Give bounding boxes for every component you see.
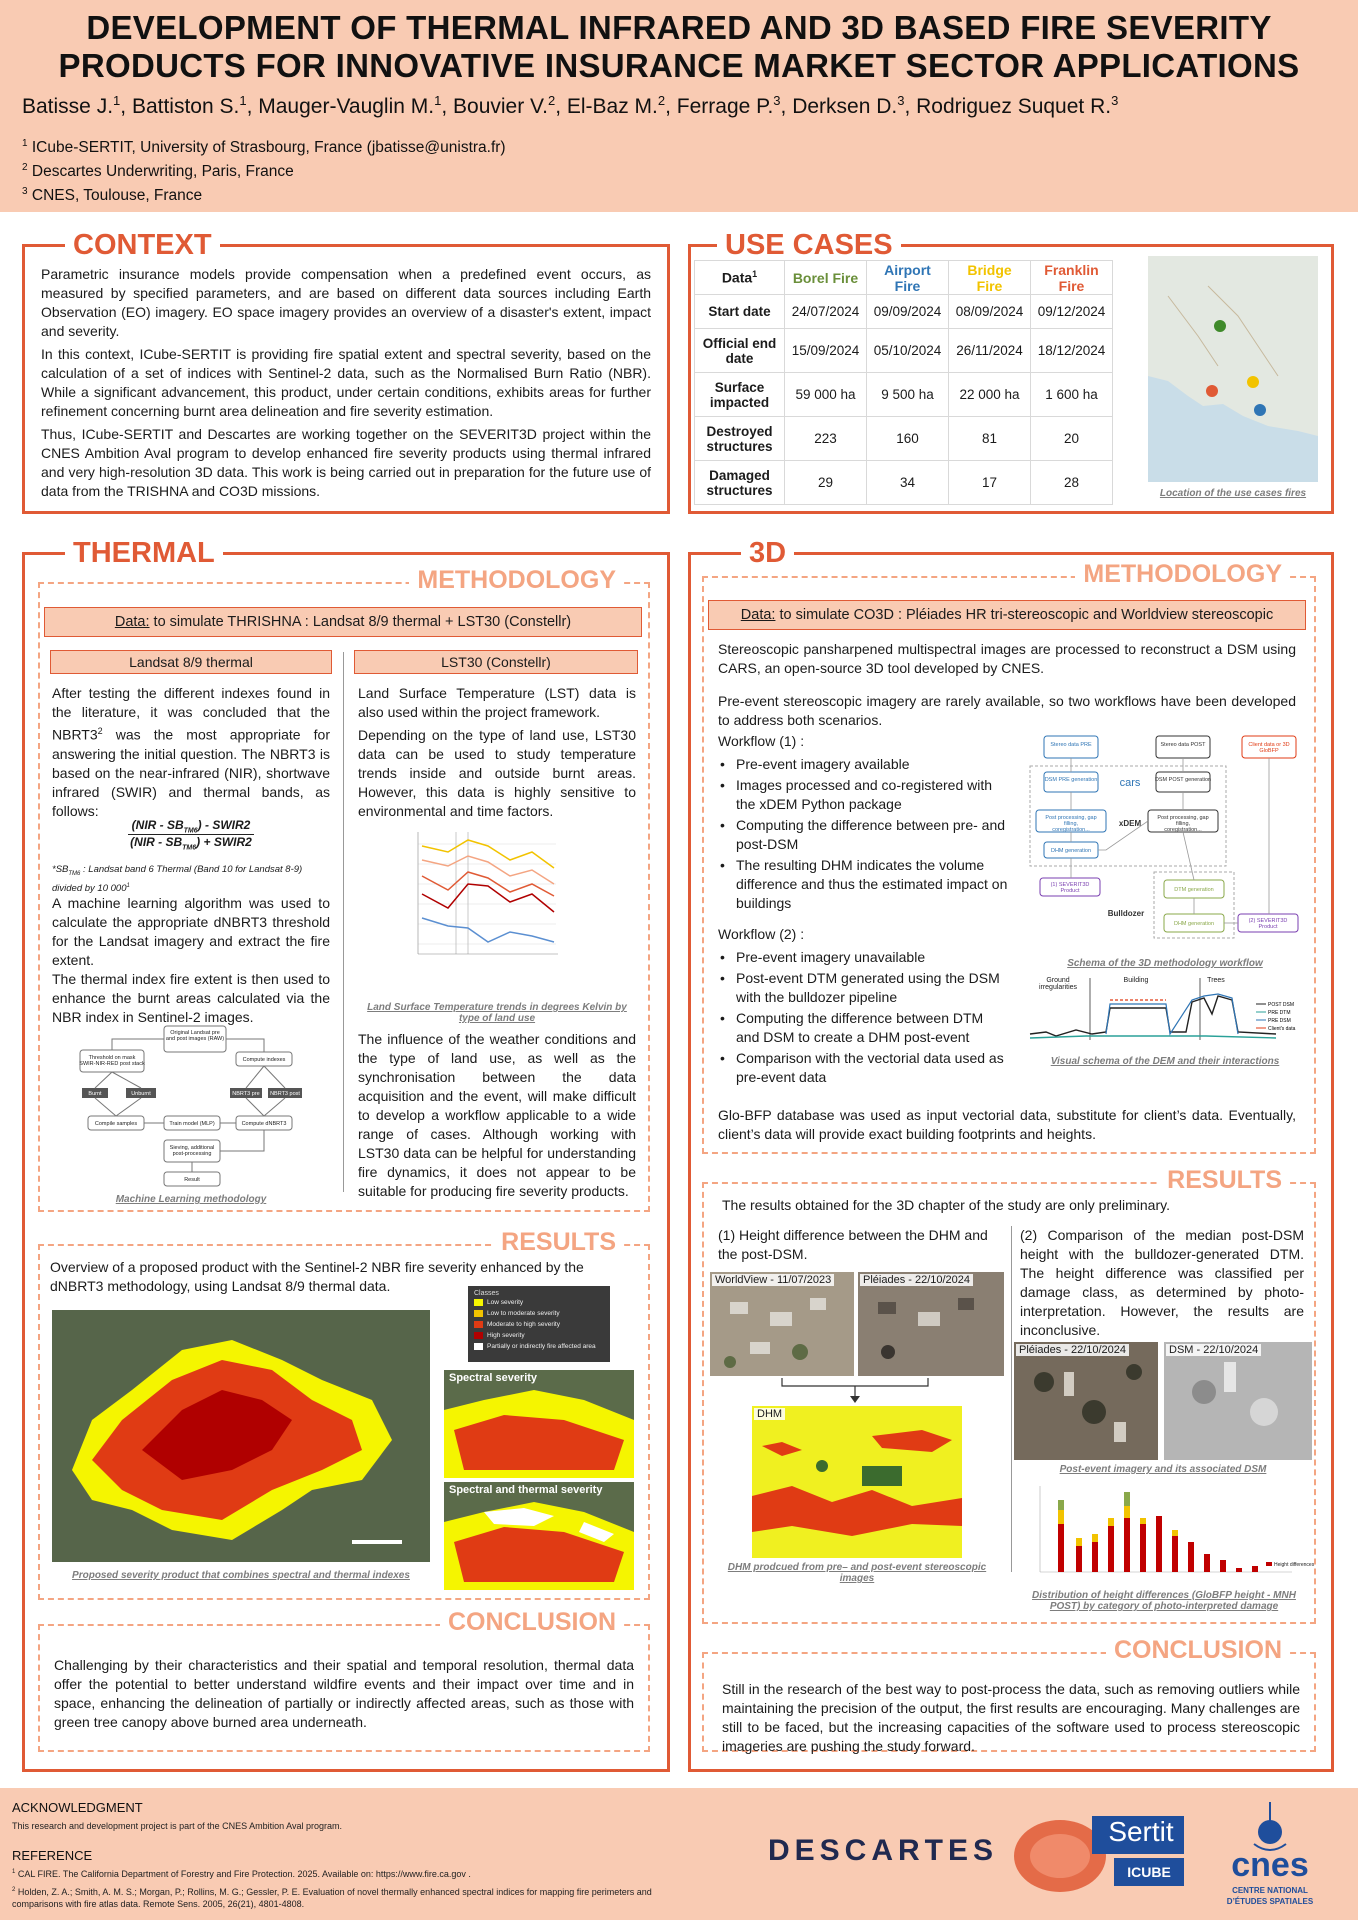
three-d-conclusion-text: Still in the research of the best way to post-process the data, such as removing outliers while maintaining the precision of the output, the first results are encouraging. Many challenges are still to be faced, but the increasing capacities of the software used to process stereoscopic imageries are pushing the study forward. xyxy=(722,1681,1300,1754)
airport-fire-marker xyxy=(1254,404,1266,416)
workflow-step: • Images processed and co-registered with the xDEM Python package xyxy=(718,776,1008,814)
legend-swatch xyxy=(474,1332,483,1339)
table-row xyxy=(695,373,1113,417)
dem-legend-item: POST DSM xyxy=(1268,1002,1295,1008)
workflow-2-list xyxy=(718,948,1008,1087)
workflow-step: • Comparison with the vectorial data used as pre-event data xyxy=(718,1049,1008,1087)
legend-swatch xyxy=(474,1299,483,1306)
table-row xyxy=(695,417,1113,461)
schema-bulldozer-logo: Bulldozer xyxy=(1107,909,1145,918)
schema-product-2: (2) SEVERIT3D Product xyxy=(1248,918,1288,930)
ml-node-burnt: Burnt xyxy=(88,1091,102,1097)
context-paragraph-3: Thus, ICube-SERTIT and Descartes are working together on the SEVERIT3D project within the CNES Ambition Aval program to develop enhanced fire severity products using thermal infrared and very high-resolution 3D data. This work is being carried out in preparation for the future use of data from the TRISHNA and CO3D missions. xyxy=(41,426,651,499)
severity-legend xyxy=(468,1286,610,1362)
thermal-conclusion-title: CONCLUSION xyxy=(440,1604,624,1640)
table-cell: 26/11/2024 xyxy=(949,329,1031,373)
distribution-bars xyxy=(1058,1492,1258,1572)
reference-1: $^1$ CAL FIRE. The California Department of Forestry and Fire Protection. 2025. Available on: https://www.fire.ca.gov . xyxy=(12,1869,471,1879)
affiliation-3: $^3$ CNES, Toulouse, France xyxy=(22,186,203,205)
workflows xyxy=(718,732,1008,1089)
schema-dhm-generation-2: DHM generation xyxy=(1173,921,1215,927)
table-header-fire: Airport Fire xyxy=(867,261,949,295)
schema-stereo-pre: Stereo data PRE xyxy=(1050,742,1092,748)
lst-column-title: LST30 (Constellr) xyxy=(354,650,638,674)
context-title: CONTEXT xyxy=(65,225,220,265)
table-row-label: Damaged structures xyxy=(695,461,785,505)
table-cell: 24/07/2024 xyxy=(785,295,867,329)
schema-stereo-post: Stereo data POST xyxy=(1160,742,1206,748)
worldview-graphic xyxy=(710,1272,854,1376)
dem-pre-dtm xyxy=(1030,1036,1276,1038)
cnes-logo xyxy=(1210,1798,1330,1916)
use-cases-table xyxy=(694,260,1113,505)
dem-schema xyxy=(1026,974,1306,1056)
dsm-image xyxy=(1164,1342,1312,1460)
sertit-logo xyxy=(1012,1808,1192,1908)
context-paragraph-1: Parametric insurance models provide compensation when a predefined event occurs, as measured by specified parameters, and are based on different data sources including Earth Observation (EO) imagery. EO space imagery provides an overview of a disaster's extent, impact and severity. xyxy=(41,266,651,339)
author-name: Bouvier V.$^2$ xyxy=(453,93,556,118)
post-caption: Post-event imagery and its associated DSM xyxy=(1059,1464,1267,1475)
schema-dhm-generation: DHM generation xyxy=(1050,848,1092,854)
pleiades-post-graphic xyxy=(1014,1342,1158,1460)
ml-node-dnbrt3: Compute dNBRT3 xyxy=(241,1121,287,1127)
severity-map-graphic xyxy=(52,1310,430,1562)
table-cell: 09/12/2024 xyxy=(1031,295,1113,329)
icube-logo-text: ICUBE xyxy=(1127,1864,1171,1880)
table-cell: 09/09/2024 xyxy=(867,295,949,329)
three-d-results-title: RESULTS xyxy=(1159,1162,1290,1198)
dhm-image xyxy=(752,1406,962,1558)
legend-title: Classes xyxy=(474,1290,499,1297)
workflow-1-list xyxy=(718,755,1008,913)
poster-footer xyxy=(0,1788,1358,1920)
result-1-text: (1) Height difference between the DHM and the post-DSM. xyxy=(718,1227,988,1262)
dem-post-dsm xyxy=(1030,996,1276,1036)
table-cell: 29 xyxy=(785,461,867,505)
formula-footnote: $*SB_{TM6}$ : Landsat band 6 Thermal (Band 10 for Landsat 8-9) divided by 10 $000^1$ xyxy=(52,864,303,895)
three-d-paragraph-2: Pre-event stereoscopic imagery are rarely available, so two workflows have been developed to address both scenarios. xyxy=(718,693,1296,728)
table-cell: 59 000 ha xyxy=(785,373,867,417)
spectral-thermal-severity-label: Spectral and thermal severity xyxy=(449,1484,603,1496)
globfp-text: Glo-BFP database was used as input vectorial data, substitute for client’s data. Eventually, client’s data will provide exact building footprints and heights. xyxy=(718,1107,1296,1142)
thermal-results-text: Overview of a proposed product with the Sentinel-2 NBR fire severity enhanced by the dNBRT3 methodology, using Landsat 8/9 thermal data. xyxy=(50,1259,584,1294)
ml-caption: Machine Learning methodology xyxy=(115,1194,267,1205)
three-d-paragraph-1: Stereoscopic pansharpened multispectral images are processed to reconstruct a DSM using CARS, an open-source 3D tool developed by CNES. xyxy=(718,641,1296,676)
use-cases-map xyxy=(1148,256,1318,482)
worldview-label: WorldView - 11/07/2023 xyxy=(712,1274,834,1286)
author-name: Ferrage P.$^3$ xyxy=(676,93,781,118)
ml-node-result: Result xyxy=(184,1177,200,1183)
table-cell: 223 xyxy=(785,417,867,461)
acknowledgment-text: This research and development project is part of the CNES Ambition Aval program. xyxy=(12,1821,342,1831)
ml-node-compile: Compile samples xyxy=(94,1121,138,1127)
table-cell: 9 500 ha xyxy=(867,373,949,417)
franklin-fire-marker xyxy=(1206,385,1218,397)
legend-item: Partially or indirectly fire affected area xyxy=(474,1341,604,1352)
merge-arrow xyxy=(710,1378,1004,1404)
context-body xyxy=(41,265,651,505)
ml-paragraph: A machine learning algorithm was used to calculate the appropriate dNBRT3 threshold for the Landsat imagery and extract the fire extent. xyxy=(52,895,330,968)
table-cell: 81 xyxy=(949,417,1031,461)
height-distribution-chart xyxy=(1030,1480,1315,1590)
three-d-workflow-schema xyxy=(1026,726,1306,952)
three-d-intro xyxy=(718,640,1296,734)
ml-node-train: Train model (MLP) xyxy=(169,1121,215,1127)
author-list: Batisse J.$^1$, Battiston S.$^1$, Mauger-Vauglin M.$^1$, Bouvier V.$^2$, El-Baz M.$^2$, Ferrage P.$^3$, Derksen D.$^3$, Rodriguez Suquet R.$^3$ xyxy=(22,93,1119,118)
schema-caption: Schema of the 3D methodology workflow xyxy=(1067,958,1263,969)
legend-swatch xyxy=(474,1321,483,1328)
table-row xyxy=(695,295,1113,329)
ml-node-nbrt3-post: NBRT3 post xyxy=(270,1091,300,1097)
dem-legend-item: PRE DSM xyxy=(1268,1018,1291,1024)
table-row-label: Surface impacted xyxy=(695,373,785,417)
ml-node-nbrt3-pre: NBRT3 pre xyxy=(232,1091,260,1097)
product-caption: Proposed severity product that combines spectral and thermal indexes xyxy=(72,1570,410,1581)
dhm-graphic xyxy=(752,1406,962,1558)
legend-item: Low severity xyxy=(474,1297,604,1308)
ml-node-unburnt: Unburnt xyxy=(131,1091,151,1097)
ml-node-sieving: Sieving, additional post-processing xyxy=(169,1145,215,1157)
title-line-1: DEVELOPMENT OF THERMAL INFRARED AND 3D BASED FIRE SEVERITY xyxy=(86,9,1272,46)
table-cell: 17 xyxy=(949,461,1031,505)
table-header-fire: Bridge Fire xyxy=(949,261,1031,295)
schema-postprocess-post: Post processing, gap filling, coregistration... xyxy=(1157,815,1209,833)
poster-header xyxy=(0,0,1358,212)
pleiades-graphic xyxy=(858,1272,1004,1376)
workflow-step: • Computing the difference between pre- and post-DSM xyxy=(718,816,1008,854)
author-name: Mauger-Vauglin M.$^1$ xyxy=(258,93,442,118)
dsm-label: DSM - 22/10/2024 xyxy=(1166,1344,1261,1356)
table-row xyxy=(695,461,1113,505)
thermal-data-banner: Data: to simulate THRISHNA : Landsat 8/9 thermal + LST30 (Constellr) xyxy=(44,607,642,637)
table-cell: 20 xyxy=(1031,417,1113,461)
california-map-graphic xyxy=(1148,256,1318,482)
bridge-fire-marker xyxy=(1247,376,1259,388)
schema-cars-logo: cars xyxy=(1119,777,1141,789)
use-cases-table-body xyxy=(695,295,1113,505)
schema-dsm-post: DSM POST generation xyxy=(1154,777,1212,783)
schema-product-1: (1) SEVERIT3D Product xyxy=(1050,882,1090,894)
author-name: Rodriguez Suquet R.$^3$ xyxy=(916,93,1119,118)
spectral-map-graphic xyxy=(444,1370,634,1478)
dsm-graphic xyxy=(1164,1342,1312,1460)
lst-paragraph-3: The influence of the weather conditions and the type of land use, as well as the synchronisation between the data acquisition and the event, will make difficult to develop a workflow applicable to a wide range of cases. Although working with LST30 data can be helpful for understanding fire dynamics, it does not appear to be suitable for producing fire severity products. xyxy=(358,1031,636,1199)
pleiades-post-label: Pléiades - 22/10/2024 xyxy=(1016,1344,1129,1356)
cnes-logo-text: cnes xyxy=(1231,1846,1309,1884)
table-row-label: Destroyed structures xyxy=(695,417,785,461)
landsat-column-title: Landsat 8/9 thermal xyxy=(50,650,332,674)
legend-item: Low to moderate severity xyxy=(474,1308,604,1319)
three-d-conclusion-title: CONCLUSION xyxy=(1106,1632,1290,1668)
nbrt3-intro: After testing the different indexes found in the literature, it was concluded that the $NBRT3^2$ was the most appropriate for answering the initial question. The NBRT3 is based on the near-infrared (NIR), shortwave infrared (SWIR) and thermal bands, as follows: xyxy=(52,685,330,819)
map-caption: Location of the use cases fires xyxy=(1159,488,1307,499)
lst-paragraph-2: Depending on the type of land use, LST30 data can be used to study temperature trends inside and outside burnt areas. However, this data is highly sensitive to environmental and time factors. xyxy=(358,727,636,819)
workflow-step: • Pre-event imagery unavailable xyxy=(718,948,1008,967)
thermal-enhance-paragraph: The thermal index fire extent is then used to enhance the burnt areas calculated via the NBR index in Sentinel-2 images. xyxy=(52,971,330,1025)
table-row-label: Start date xyxy=(695,295,785,329)
table-cell: 160 xyxy=(867,417,949,461)
landsat-column-body xyxy=(52,684,330,825)
distribution-legend: Height differences xyxy=(1274,1562,1315,1568)
spectral-thermal-severity-map xyxy=(444,1482,634,1590)
sertit-logo-text: Sertit xyxy=(1108,1816,1174,1847)
scale-bar xyxy=(352,1540,402,1544)
workflow-step: • The resulting DHM indicates the volume difference and thus the estimated impact on buildings xyxy=(718,856,1008,913)
table-header-data: Data$^1$ xyxy=(695,261,785,295)
author-name: Derksen D.$^3$ xyxy=(792,93,905,118)
use-cases-title: USE CASES xyxy=(717,225,901,265)
three-d-methodology-title: METHODOLOGY xyxy=(1075,556,1290,592)
legend-swatch xyxy=(474,1343,483,1350)
distribution-caption: Distribution of height differences (GloBFP height - MNH POST) by category of photo-interpreted damage xyxy=(1032,1590,1296,1612)
borel-fire-marker xyxy=(1214,320,1226,332)
table-header-fire: Borel Fire xyxy=(785,261,867,295)
table-cell: 08/09/2024 xyxy=(949,295,1031,329)
dem-caption: Visual schema of the DEM and their interactions xyxy=(1050,1056,1280,1067)
table-cell: 28 xyxy=(1031,461,1113,505)
lst-paragraph-1: Land Surface Temperature (LST) data is also used within the project framework. xyxy=(358,685,636,720)
reference-title: REFERENCE xyxy=(12,1848,93,1863)
table-header-fire: Franklin Fire xyxy=(1031,261,1113,295)
dem-label-building: Building xyxy=(1123,977,1149,984)
descartes-logo: DESCARTES xyxy=(768,1834,999,1867)
lst-column-body-2 xyxy=(358,1030,636,1205)
acknowledgment-title: ACKNOWLEDGMENT xyxy=(12,1800,143,1815)
lst-caption: Land Surface Temperature trends in degrees Kelvin by type of land use xyxy=(367,1002,627,1024)
reference-2: $^2$ Holden, Z. A.; Smith, A. M. S.; Morgan, P.; Rollins, M. G.; Gessler, P. E. Evaluation of novel thermally enhanced spectral indices for mapping fire perimeters and comparisons with fire atlas data. Remote Sens. 2005, 26(21), 4801-4808. xyxy=(12,1887,652,1909)
thermal-conclusion-text: Challenging by their characteristics and their spatial and temporal resolution, thermal data offer the potential to better understand wildfire events and their impact over time and in space, enhancing the delineation of partially or indirectly affected areas, such as those with green tree canopy above burned area underneath. xyxy=(54,1657,634,1730)
result-2-text: (2) Comparison of the median post-DSM height with the bulldozer-generated DTM. The height difference was classified per damage class, as determined by photo-interpretation. However, the results are inconclusive. xyxy=(1020,1227,1304,1338)
legend-item: Moderate to high severity xyxy=(474,1319,604,1330)
dem-legend-item: Client's data xyxy=(1268,1026,1296,1032)
table-cell: 1 600 ha xyxy=(1031,373,1113,417)
dhm-label: DHM xyxy=(754,1408,785,1420)
results-intro: The results obtained for the 3D chapter of the study are only preliminary. xyxy=(722,1197,1170,1213)
table-cell: 22 000 ha xyxy=(949,373,1031,417)
lst-column-body xyxy=(358,684,636,825)
pleiades-image xyxy=(858,1272,1004,1376)
table-row-label: Official end date xyxy=(695,329,785,373)
dem-label-trees: Trees xyxy=(1207,977,1225,984)
workflow-step: • Post-event DTM generated using the DSM with the bulldozer pipeline xyxy=(718,969,1008,1007)
ml-methodology-diagram xyxy=(60,1024,320,1192)
context-section xyxy=(22,229,670,514)
schema-postprocess-pre: Post processing, gap filling, coregistration... xyxy=(1045,815,1097,833)
affiliation-1: $^1$ ICube-SERTIT, University of Strasbourg, France (jbatisse@unistra.fr) xyxy=(22,138,506,157)
table-cell: 15/09/2024 xyxy=(785,329,867,373)
legend-item: High severity xyxy=(474,1330,604,1341)
schema-xdem-logo: xDEM xyxy=(1118,819,1142,828)
spectral-severity-map xyxy=(444,1370,634,1478)
dhm-caption: DHM prodcued from pre– and post-event stereoscopic images xyxy=(727,1562,987,1584)
spectral-thermal-map-graphic xyxy=(444,1482,634,1590)
author-name: Battiston S.$^1$ xyxy=(131,93,247,118)
table-cell: 34 xyxy=(867,461,949,505)
cnes-logo-subtitle-1: CENTRE NATIONAL xyxy=(1232,1886,1308,1895)
table-cell: 18/12/2024 xyxy=(1031,329,1113,373)
three-d-title: 3D xyxy=(741,533,794,573)
workflow-2-title: Workflow (2) : xyxy=(718,926,805,942)
severity-product-map xyxy=(52,1310,430,1562)
landsat-column-body-2 xyxy=(52,894,330,1031)
table-row xyxy=(695,329,1113,373)
ml-node-compute-indexes: Compute indexes xyxy=(242,1057,286,1063)
table-cell: 05/10/2024 xyxy=(867,329,949,373)
context-paragraph-2: In this context, ICube-SERTIT is providing fire spatial extent and spectral severity, based on the calculation of a set of indices with Sentinel-2 data, such as the Normalised Burn Ratio (NBR). While a significant advancement, this product, under certain conditions, exhibits areas for further refinement concerning burnt area delineation and fire severity estimation. xyxy=(41,346,651,419)
workflow-step: • Computing the difference between DTM and DSM to create a DHM post-event xyxy=(718,1009,1008,1047)
ml-node-input: Original Landsat pre and post images (RAW) xyxy=(165,1030,225,1042)
workflow-step: • Pre-event imagery available xyxy=(718,755,1008,774)
pleiades-label: Pléiades - 22/10/2024 xyxy=(860,1274,973,1286)
nbrt3-formula: $(NIR - SB_{TM6})$ - SWIR2 $(NIR - SB_{TM6})$ + SWIR2 xyxy=(52,818,330,852)
worldview-image xyxy=(710,1272,854,1376)
poster-title xyxy=(0,0,1358,85)
schema-dsm-pre: DSM PRE generation xyxy=(1044,777,1098,783)
workflow-1-title: Workflow (1) : xyxy=(718,733,805,749)
dem-legend-item: PRE DTM xyxy=(1268,1010,1291,1016)
thermal-title: THERMAL xyxy=(65,533,223,573)
ml-node-threshold: Threshold on mask SWIR-NIR-RED post stack xyxy=(79,1055,145,1067)
legend-items xyxy=(474,1297,604,1352)
spectral-severity-label: Spectral severity xyxy=(449,1372,538,1384)
column-divider xyxy=(343,652,344,1192)
schema-dtm-generation: DTM generation xyxy=(1174,887,1214,893)
cnes-logo-subtitle-2: D’ÉTUDES SPATIALES xyxy=(1226,1897,1314,1906)
affiliation-2: $^2$ Descartes Underwriting, Paris, France xyxy=(22,162,294,181)
author-name: El-Baz M.$^2$ xyxy=(566,93,666,118)
thermal-methodology-title: METHODOLOGY xyxy=(409,562,624,598)
thermal-results-title: RESULTS xyxy=(493,1224,624,1260)
schema-client-data: Client data or 3D GloBFP xyxy=(1248,742,1290,754)
results-divider xyxy=(1011,1226,1012,1572)
legend-swatch xyxy=(474,1310,483,1317)
author-name: Batisse J.$^1$ xyxy=(22,93,121,118)
title-line-2: PRODUCTS FOR INNOVATIVE INSURANCE MARKET SECTOR APPLICATIONS xyxy=(58,47,1300,84)
lst-trend-chart xyxy=(378,824,618,994)
pleiades-post-image xyxy=(1014,1342,1158,1460)
dem-label-ground: Ground irregularities xyxy=(1038,977,1078,991)
three-d-data-banner: Data: to simulate CO3D : Pléiades HR tri-stereoscopic and Worldview stereoscopic xyxy=(708,600,1306,630)
